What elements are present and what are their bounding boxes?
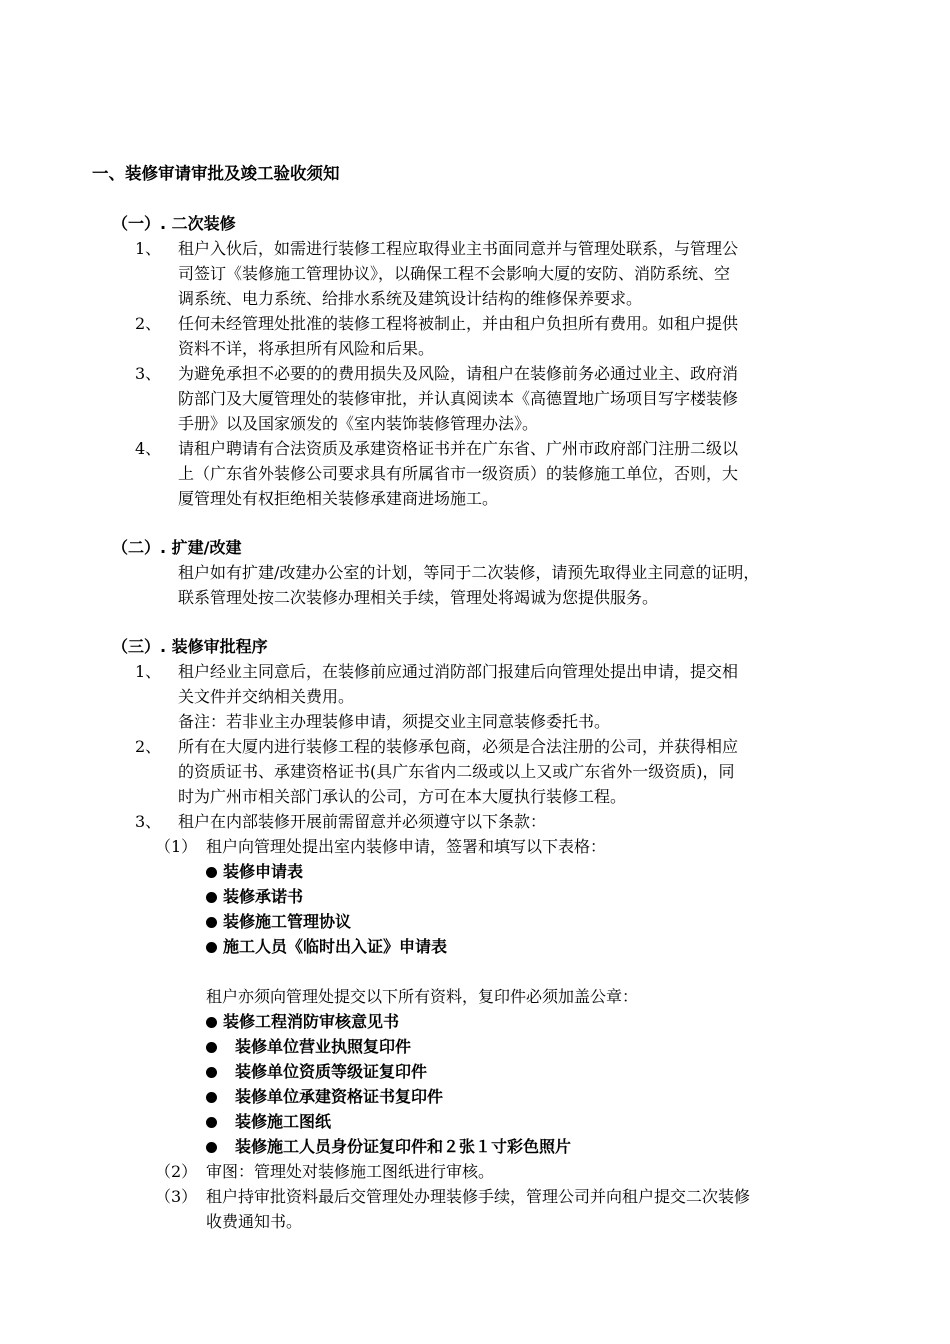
item-number: 3、 bbox=[135, 812, 162, 831]
document-list-item: 装修施工人员身份证复印件和２张１寸彩色照片 bbox=[206, 1134, 571, 1159]
subitem-text: 审图：管理处对装修施工图纸进行审核。 bbox=[206, 1162, 495, 1181]
bullet-icon bbox=[206, 917, 217, 928]
item-text: 时为广州市相关部门承认的公司，方可在本大厦执行装修工程。 bbox=[178, 787, 627, 806]
document-title: 一、装修审请审批及竣工验收须知 bbox=[92, 164, 340, 183]
subitem-number: （1） bbox=[155, 837, 198, 856]
item-text: 租户经业主同意后，在装修前应通过消防部门报建后向管理处提出申请，提交相 bbox=[178, 662, 739, 681]
bullet-icon bbox=[206, 867, 217, 878]
document-list-item: 装修单位资质等级证复印件 bbox=[206, 1059, 427, 1084]
item-text: 厦管理处有权拒绝相关装修承建商进场施工。 bbox=[178, 489, 499, 508]
item-number: 2、 bbox=[135, 737, 162, 756]
item-number: 4、 bbox=[135, 439, 162, 458]
document-list-item: 装修单位营业执照复印件 bbox=[206, 1034, 411, 1059]
form-list-item: 装修申请表 bbox=[206, 859, 303, 884]
item-text: 任何未经管理处批准的装修工程将被制止，并由租户负担所有费用。如租户提供 bbox=[178, 314, 739, 333]
subitem-text: 租户持审批资料最后交管理处办理装修手续，管理公司并向租户提交二次装修 bbox=[206, 1187, 751, 1206]
form-list-item: 装修施工管理协议 bbox=[206, 909, 351, 934]
item-text: 上（广东省外装修公司要求具有所属省市一级资质）的装修施工单位，否则，大 bbox=[178, 464, 739, 483]
item-text: 司签订《装修施工管理协议》，以确保工程不会影响大厦的安防、消防系统、空 bbox=[178, 264, 731, 283]
subitem-text: 租户向管理处提出室内装修申请，签署和填写以下表格： bbox=[206, 837, 607, 856]
item-text: 关文件并交纳相关费用。 bbox=[178, 687, 355, 706]
item-number: 1、 bbox=[135, 239, 162, 258]
bullet-icon bbox=[206, 1067, 217, 1078]
bullet-icon bbox=[206, 1092, 217, 1103]
item-number: 2、 bbox=[135, 314, 162, 333]
form-list-item: 装修承诺书 bbox=[206, 884, 303, 909]
item-text: 防部门及大厦管理处的装修审批，并认真阅读本《高德置地广场项目写字楼装修 bbox=[178, 389, 739, 408]
document-list-item: 装修工程消防审核意见书 bbox=[206, 1009, 399, 1034]
subitem-number: （2） bbox=[155, 1162, 198, 1181]
section-heading-expansion: （二）. 扩建/改建 bbox=[112, 538, 242, 557]
bullet-icon bbox=[206, 892, 217, 903]
bullet-icon bbox=[206, 942, 217, 953]
item-text: 所有在大厦内进行装修工程的装修承包商，必须是合法注册的公司，并获得相应 bbox=[178, 737, 739, 756]
bullet-icon bbox=[206, 1042, 217, 1053]
item-text: 资料不详，将承担所有风险和后果。 bbox=[178, 339, 435, 358]
subitem-text: 收费通知书。 bbox=[206, 1212, 303, 1231]
item-number: 1、 bbox=[135, 662, 162, 681]
item-number: 3、 bbox=[135, 364, 162, 383]
item-text: 为避免承担不必要的的费用损失及风险，请租户在装修前务必通过业主、政府消 bbox=[178, 364, 739, 383]
paragraph-text: 租户如有扩建/改建办公室的计划，等同于二次装修，请预先取得业主同意的证明， bbox=[178, 563, 760, 582]
subitem-number: （3） bbox=[155, 1187, 198, 1206]
item-text: 请租户聘请有合法资质及承建资格证书并在广东省、广州市政府部门注册二级以 bbox=[178, 439, 739, 458]
bullet-icon bbox=[206, 1117, 217, 1128]
bullet-icon bbox=[206, 1017, 217, 1028]
bullet-icon bbox=[206, 1142, 217, 1153]
item-text: 的资质证书、承建资格证书(具广东省内二级或以上又或广东省外一级资质)，同 bbox=[178, 762, 735, 781]
item-text: 租户入伙后，如需进行装修工程应取得业主书面同意并与管理处联系，与管理公 bbox=[178, 239, 739, 258]
form-list-item: 施工人员《临时出入证》申请表 bbox=[206, 934, 447, 959]
section-heading-approval-procedure: （三）. 装修审批程序 bbox=[112, 637, 268, 656]
paragraph-text: 联系管理处按二次装修办理相关手续，管理处将竭诚为您提供服务。 bbox=[178, 588, 659, 607]
item-note: 备注：若非业主办理装修申请，须提交业主同意装修委托书。 bbox=[178, 712, 611, 731]
document-list-item: 装修施工图纸 bbox=[206, 1109, 331, 1134]
item-text: 手册》以及国家颁发的《室内装饰装修管理办法》。 bbox=[178, 414, 539, 433]
document-list-item: 装修单位承建资格证书复印件 bbox=[206, 1084, 443, 1109]
item-text: 调系统、电力系统、给排水系统及建筑设计结构的维修保养要求。 bbox=[178, 289, 643, 308]
subitem-note: 租户亦须向管理处提交以下所有资料，复印件必须加盖公章： bbox=[206, 987, 639, 1006]
section-heading-secondary-renovation: （一）. 二次装修 bbox=[112, 214, 236, 233]
item-text: 租户在内部装修开展前需留意并必须遵守以下条款： bbox=[178, 812, 547, 831]
